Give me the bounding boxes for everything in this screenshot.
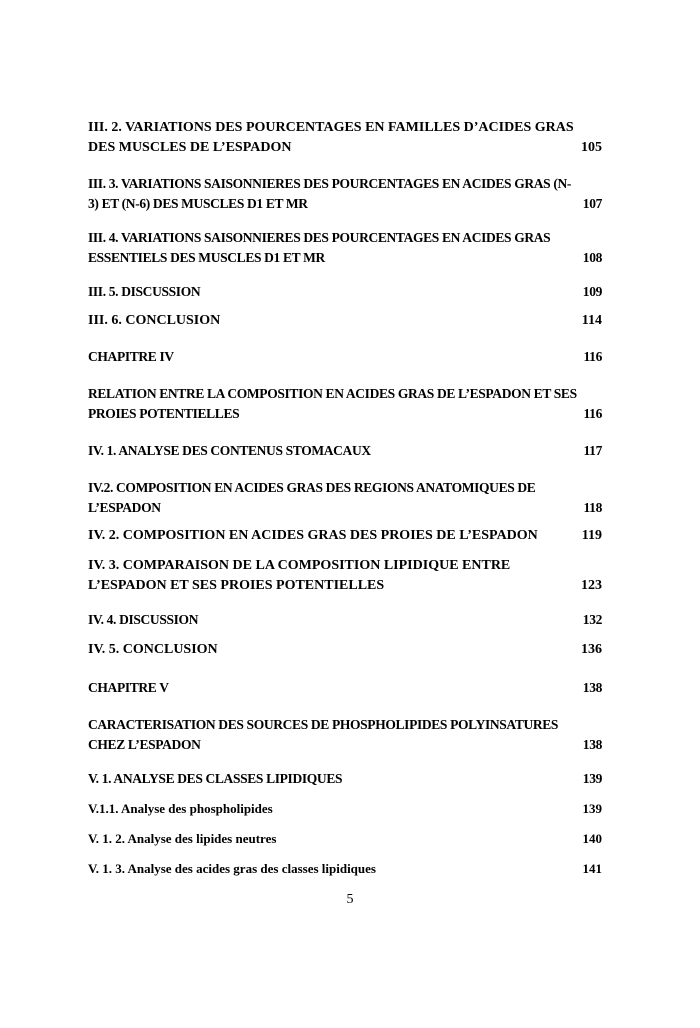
toc-entry-line: III. 4. VARIATIONS SAISONNIERES DES POURCENTAGES EN ACIDES GRAS [88, 230, 551, 245]
toc-entry-chapitre-v[interactable] [88, 678, 602, 698]
toc-entry-iv-1[interactable] [88, 441, 602, 461]
toc-entry-line: CHAPITRE V [88, 680, 169, 695]
toc-entry-v-1-3[interactable] [88, 859, 602, 879]
toc-page-number: 139 [582, 801, 602, 816]
toc-page-number: 141 [582, 861, 602, 876]
toc-entry-iv-3[interactable] [88, 556, 602, 596]
toc-entry-chapitre-iv[interactable] [88, 347, 602, 367]
toc-page-number: 105 [581, 140, 602, 155]
toc-entry-line: IV. 5. CONCLUSION [88, 642, 218, 657]
toc-entry-line: CARACTERISATION DES SOURCES DE PHOSPHOLIPIDES POLYINSATURES [88, 717, 559, 732]
toc-entry-line: V. 1. 2. Analyse des lipides neutres [88, 831, 277, 846]
toc-page-number: 108 [582, 250, 602, 265]
toc-entry-line: PROIES POTENTIELLES [88, 406, 240, 421]
toc-entry-line: IV. 4. DISCUSSION [88, 612, 199, 627]
toc-page-number: 116 [583, 349, 602, 364]
toc-entry-iv-2-regions[interactable] [88, 478, 602, 518]
toc-page-number: 136 [581, 642, 602, 657]
toc-entry-line: IV.2. COMPOSITION EN ACIDES GRAS DES REGIONS ANATOMIQUES DE [88, 480, 536, 495]
toc-entry-line: IV. 1. ANALYSE DES CONTENUS STOMACAUX [88, 443, 371, 458]
toc-page-number: 116 [583, 406, 602, 421]
toc-entry-iii-5[interactable] [88, 282, 602, 302]
toc-page-number: 117 [583, 443, 602, 458]
toc-entry-iv-4[interactable] [88, 610, 602, 630]
toc-page-number: 140 [582, 831, 602, 846]
toc-page-number: 138 [582, 680, 602, 695]
toc-entry-iii-6[interactable] [88, 311, 602, 331]
toc-entry-line: CHEZ L’ESPADON [88, 737, 201, 752]
toc-entry-line: III. 3. VARIATIONS SAISONNIERES DES POURCENTAGES EN ACIDES GRAS (N- [88, 176, 572, 191]
toc-entry-line: 3) ET (N-6) DES MUSCLES D1 ET MR [88, 196, 308, 211]
toc-entry-line: III. 2. VARIATIONS DES POURCENTAGES EN FAMILLES D’ACIDES GRAS [88, 120, 574, 135]
toc-page-number: 139 [582, 771, 602, 786]
toc-entry-line: L’ESPADON [88, 500, 161, 515]
toc-entry-line: V. 1. 3. Analyse des acides gras des classes lipidiques [88, 861, 376, 876]
toc-page-number: 123 [581, 578, 602, 593]
toc-entry-line: ESSENTIELS DES MUSCLES D1 ET MR [88, 250, 325, 265]
toc-entry-iv-5[interactable] [88, 640, 602, 660]
toc-entry-iii-2[interactable] [88, 118, 602, 158]
toc-entry-v-1-2[interactable] [88, 829, 602, 849]
toc-entry-v-1-1[interactable] [88, 799, 602, 819]
toc-entry-line: L’ESPADON ET SES PROIES POTENTIELLES [88, 578, 385, 593]
toc-entry-relation[interactable] [88, 384, 602, 424]
toc-entry-iii-3[interactable] [88, 174, 602, 214]
toc-entry-line: CHAPITRE IV [88, 349, 174, 364]
toc-entry-line: III. 6. CONCLUSION [88, 313, 221, 328]
toc-page-number: 138 [582, 737, 602, 752]
toc-page-number: 107 [582, 196, 602, 211]
toc-entry-line: RELATION ENTRE LA COMPOSITION EN ACIDES GRAS DE L’ESPADON ET SES [88, 386, 577, 401]
toc-entry-line: III. 5. DISCUSSION [88, 284, 201, 299]
toc-page-number: 109 [582, 284, 602, 299]
toc-entry-line: V. 1. ANALYSE DES CLASSES LIPIDIQUES [88, 771, 343, 786]
toc-entry-iv-2-proies[interactable] [88, 526, 602, 546]
toc-entry-caracterisation[interactable] [88, 715, 602, 755]
toc-entry-line: IV. 2. COMPOSITION EN ACIDES GRAS DES PROIES DE L’ESPADON [88, 528, 538, 543]
toc-page-number: 132 [582, 612, 602, 627]
toc-entry-iii-4[interactable] [88, 228, 602, 268]
footer-page-number: 5 [346, 892, 354, 907]
toc-entry-line: DES MUSCLES DE L’ESPADON [88, 140, 292, 155]
toc-entry-line: V.1.1. Analyse des phospholipides [88, 801, 273, 816]
toc-entry-line: IV. 3. COMPARAISON DE LA COMPOSITION LIPIDIQUE ENTRE [88, 558, 511, 573]
toc-page-number: 119 [581, 528, 602, 543]
toc-page-number: 118 [583, 500, 602, 515]
toc-entry-v-1[interactable] [88, 769, 602, 789]
toc-page-number: 114 [581, 313, 602, 328]
